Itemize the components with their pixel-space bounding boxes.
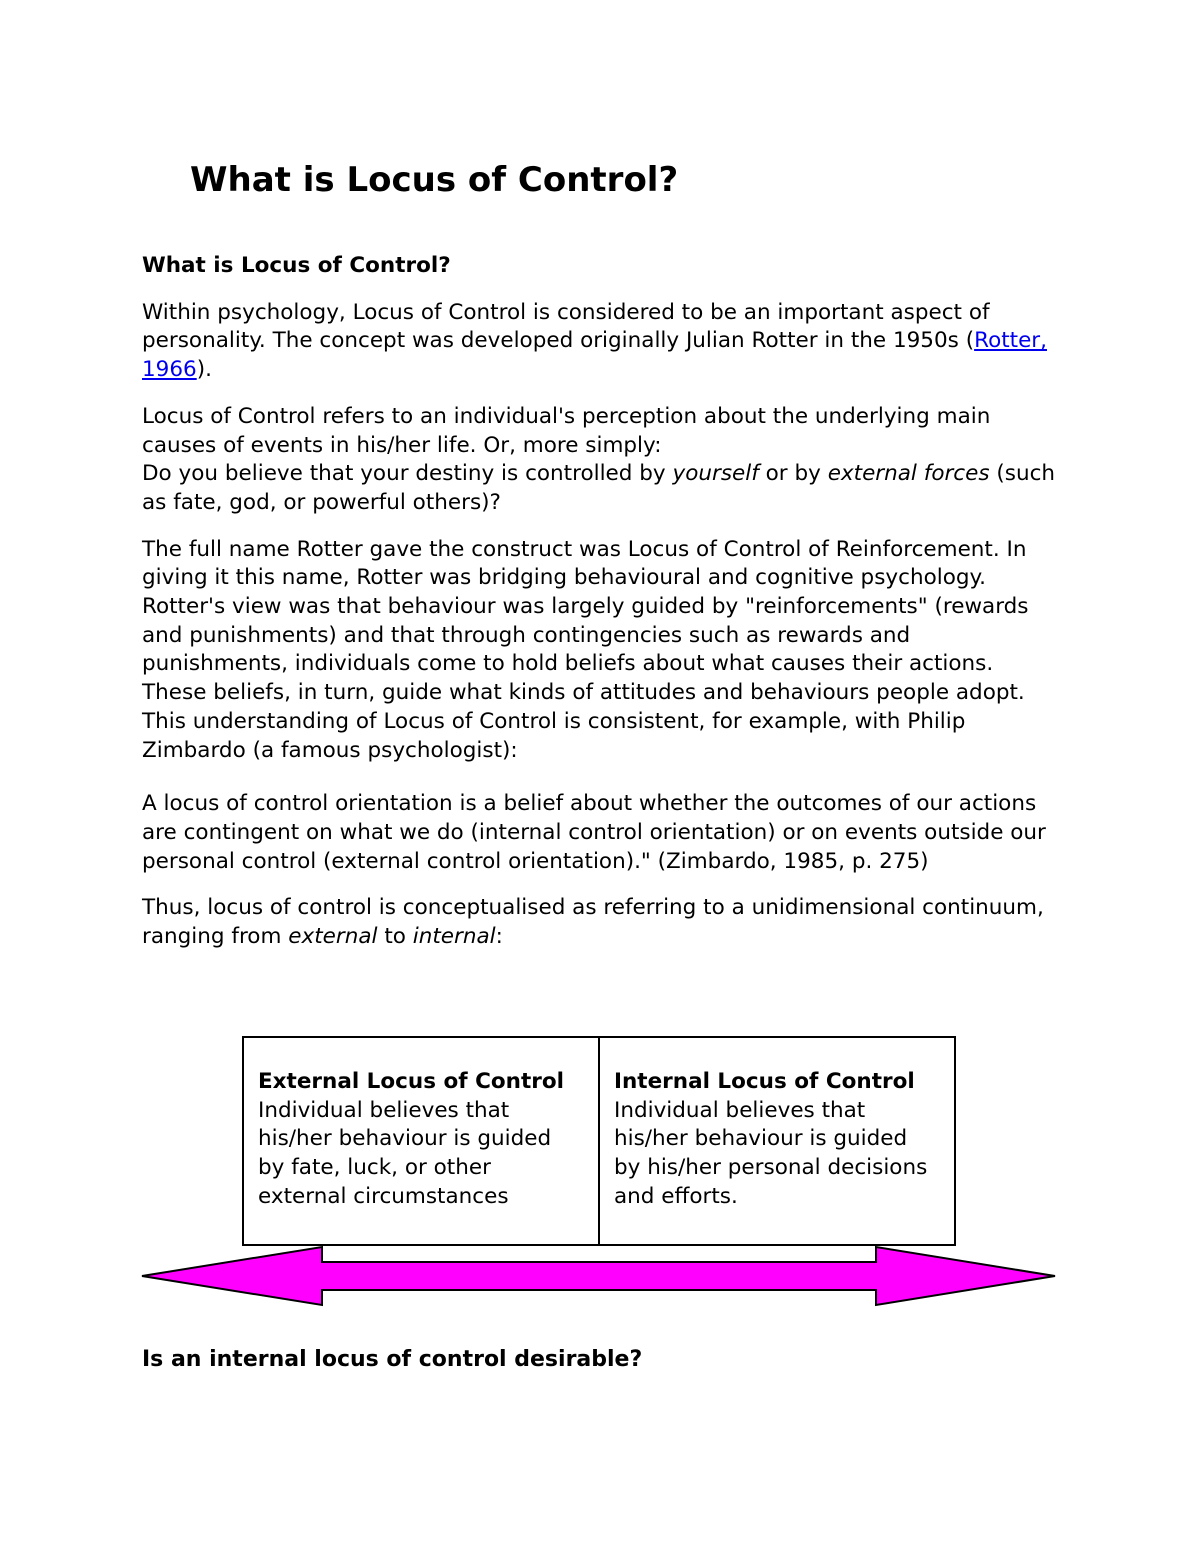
definition-paragraph: [142, 403, 1062, 518]
rotter-paragraph: The full name Rotter gave the construct was Locus of Control of Reinforcement. In giving it this name, Rotter was bridging behavioural and cognitive psychology. Rotter's view was that behaviour was largely guided by "reinforcements" (rewards and punishments) and that through contingencies such as rewards and punishments, individuals come to hold beliefs about what causes their actions. These beliefs, in turn, guide what kinds of attitudes and behaviours people adopt. This understanding of Locus of Control is consistent, for example, with Philip Zimbardo (a famous psychologist):: [142, 536, 1029, 763]
question-emphasis-yourself: yourself: [672, 461, 759, 487]
external-locus-cell: [244, 1038, 598, 1244]
intro-paragraph: [142, 299, 1062, 385]
document-body: [142, 252, 1062, 952]
zimbardo-quote: A locus of control orientation is a belief about whether the outcomes of our actions are contingent on what we do (internal control orientation) or on events outside our personal control (external control orientation)." (Zimbardo, 1985, p. 275): [142, 791, 1046, 874]
external-locus-heading: External Locus of Control: [258, 1069, 564, 1094]
continuum-emphasis-internal: internal: [412, 924, 496, 950]
question-text-2: or by: [758, 461, 828, 487]
page-title: What is Locus of Control?: [190, 160, 679, 200]
external-locus-description: Individual believes that his/her behaviour is guided by fate, luck, or other external circumstances: [258, 1097, 552, 1209]
continuum-text-2: to: [377, 924, 413, 950]
continuum-text-1: Thus, locus of control is conceptualised as referring to a unidimensional continuum, ranging from: [142, 895, 1044, 950]
intro-text: Within psychology, Locus of Control is considered to be an important aspect of personality. The concept was developed originally Julian Rotter in the 1950s (: [142, 299, 990, 354]
locus-comparison-table: [242, 1036, 956, 1246]
rotter-1966-link[interactable]: Rotter, 1966: [142, 328, 1047, 383]
question-emphasis-external-forces: external forces: [827, 461, 990, 487]
continuum-text-3: :: [495, 924, 503, 950]
definition-text: Locus of Control refers to an individual's perception about the underlying main causes of events in his/her life. Or, more simply:: [142, 403, 991, 458]
intro-text-end: ).: [196, 357, 212, 383]
continuum-paragraph: [142, 894, 1062, 951]
question-text-1: Do you believe that your destiny is controlled by: [142, 461, 673, 487]
desirability-heading: Is an internal locus of control desirable?: [142, 1347, 643, 1372]
double-arrow-icon: [0, 1240, 1200, 1320]
question-text-3: (such as fate, god, or powerful others)?: [142, 461, 1056, 515]
internal-locus-description: Individual believes that his/her behaviour is guided by his/her personal decisions and efforts.: [614, 1097, 928, 1209]
internal-locus-heading: Internal Locus of Control: [614, 1069, 915, 1094]
internal-locus-cell: [598, 1038, 954, 1244]
section-heading: What is Locus of Control?: [142, 253, 451, 278]
continuum-emphasis-external: external: [288, 924, 378, 950]
